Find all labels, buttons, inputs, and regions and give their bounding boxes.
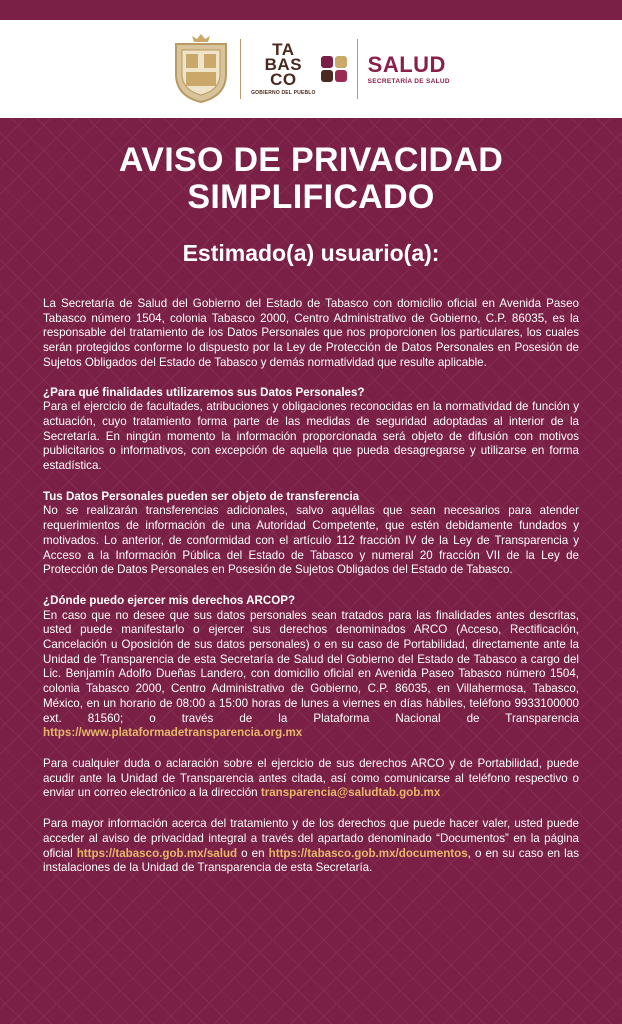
email-link[interactable]: transparencia@saludtab.gob.mx: [260, 786, 441, 800]
tabasco-line-2: BAS: [264, 55, 303, 74]
salud-site-link[interactable]: https://tabasco.gob.mx/salud: [76, 846, 238, 860]
greeting: Estimado(a) usuario(a):: [182, 240, 440, 266]
divider: [240, 39, 241, 99]
finalidades-body: Para el ejercicio de facultades, atribuciones y obligaciones reconocidas en la normatividad de función y actuación, cuyo tratamiento forma parte de las medidas de seguridad adoptadas al interior de la Secretaría. En ningún momento la información proporcionada será objeto de difusión con motivos publicitarios o informativos, con excepción de aquella que pueda desagregarse y utilizarse en forma estadística.: [43, 400, 579, 473]
dudas-paragraph: [43, 757, 579, 801]
top-strip: [0, 0, 622, 20]
state-crest-icon: [172, 34, 230, 104]
documentos-link[interactable]: https://tabasco.gob.mx/documentos: [268, 846, 468, 860]
intro-paragraph: La Secretaría de Salud del Gobierno del Estado de Tabasco con domicilio oficial en Avenida Paseo Tabasco número 1504, colonia Tabasco 2000, Centro Administrativo de Gobierno, C.P. 86035, es la responsable del tratamiento de los Datos Personales que nos proporcionen los particulares, los cuales serán protegidos conforme lo dispuesto por la Ley de Protección de Datos Personales en Posesión de Sujetos Obligados del Estado de Tabasco y demás normatividad que resulte aplicable.: [43, 297, 579, 369]
tabasco-tiles-icon: [321, 56, 347, 82]
notice-body: [0, 118, 622, 1024]
salud-logo: [367, 51, 450, 85]
tabasco-line-3: CO: [270, 70, 297, 89]
arcop-title: ¿Dónde puedo ejercer mis derechos ARCOP?: [43, 593, 296, 607]
finalidades-title: ¿Para qué finalidades utilizaremos sus Datos Personales?: [43, 385, 365, 399]
info-body-c: , o en su caso en las instalaciones de la Unidad de Transparencia de esta Secretaría.: [43, 846, 580, 875]
tabasco-line-1: TA: [272, 40, 295, 59]
page-title: AVISO DE PRIVACIDAD SIMPLIFICADO: [118, 141, 504, 216]
divider: [357, 39, 358, 99]
salud-subtitle: SECRETARÍA DE SALUD: [367, 77, 450, 85]
info-body-a: Para mayor información acerca del tratamiento y de los derechos que puede hacer valer, usted puede acceder al aviso de privacidad integral a través del apartado denominado “Documentos” en la página oficial: [43, 817, 579, 860]
tabasco-subtitle: GOBIERNO DEL PUEBLO: [251, 90, 316, 96]
arcop-paragraph: [43, 609, 579, 741]
transferencia-title: Tus Datos Personales pueden ser objeto de transferencia: [43, 489, 360, 503]
plataforma-link[interactable]: https://www.plataformadetransparencia.org.mx: [43, 726, 303, 740]
salud-title: SALUD: [367, 51, 446, 77]
arcop-body: En caso que no desee que sus datos personales sean tratados para las finalidades antes descritas, usted puede manifestarlo o ejercer sus derechos denominados ARCO (Acceso, Rectificación, Cancelación u Oposición de sus datos personales) o en su caso de Portabilidad, directamente ante la Unidad de Transparencia de esta Secretaría de Salud del Gobierno del Estado de Tabasco a cargo del Lic. Benjamín Adolfo Dueñas Landero, con domicilio oficial en Avenida Paseo Tabasco número 1504, colonia Tabasco 2000, Centro Administrativo de Gobierno, C.P. 86035, en Villahermosa, Tabasco, México, en un horario de 08:00 a 15:00 horas de lunes a viernes en días hábiles, teléfono 9933100000 ext. 81560; o través de la Plataforma Nacional de Transparencia: [43, 608, 579, 725]
transferencia-body: No se realizarán transferencias adicionales, salvo aquéllas que sean necesarios para atender requerimientos de información de una Autoridad Competente, que estén debidamente fundados y motivados. Lo anterior, de conformidad con el artículo 112 fracción IV de la Ley de Transparencia y Acceso a la Información Pública del Estado de Tabasco y numeral 20 fracción VII de la Ley de Protección de Datos Personales en Posesión de Sujetos Obligados del Estado de Tabasco.: [43, 504, 579, 577]
header-logos: [0, 20, 622, 118]
dudas-body: Para cualquier duda o aclaración sobre el ejercicio de sus derechos ARCO y de Portabilidad, puede acudir ante la Unidad de Transparencia antes citada, así como comunicarse al teléfono respectivo o enviar un correo electrónico a la dirección: [43, 756, 579, 800]
info-body-b: o en: [237, 846, 269, 860]
info-paragraph: [43, 817, 579, 876]
tabasco-logo: [251, 42, 347, 96]
